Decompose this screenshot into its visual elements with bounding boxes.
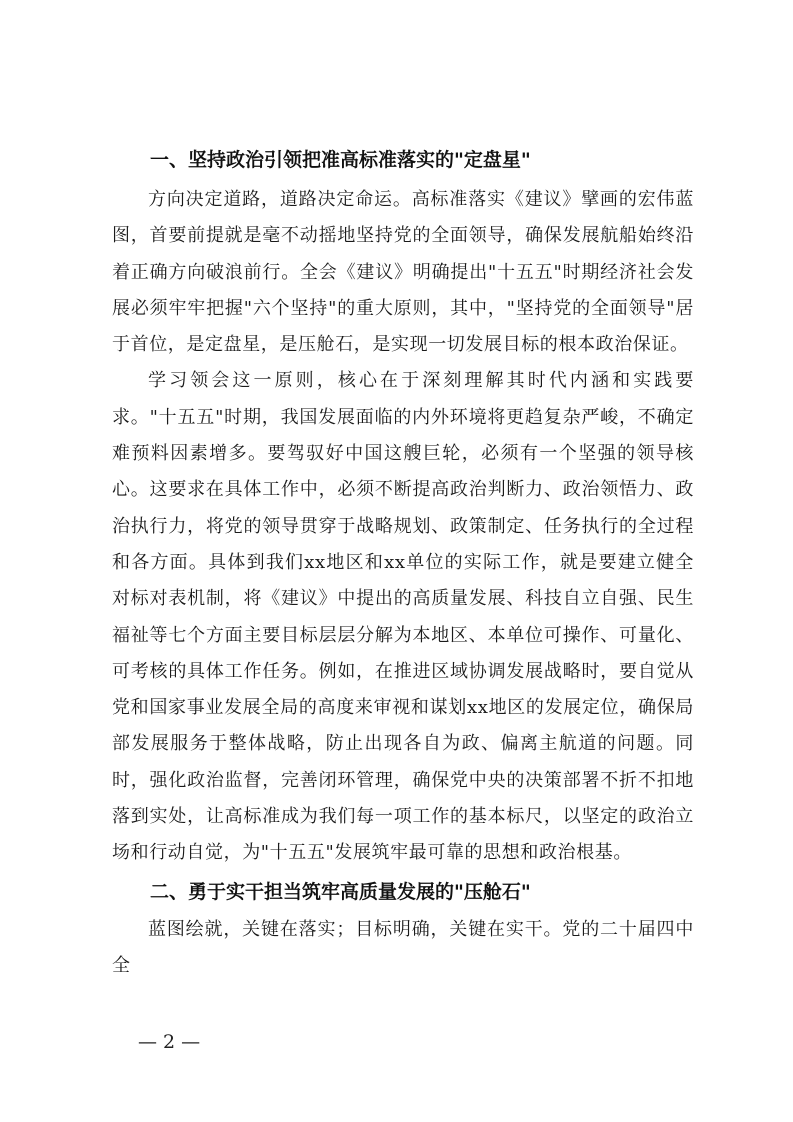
page-number: — 2 — [138, 1031, 201, 1053]
paragraph: 学习领会这一原则，核心在于深刻理解其时代内涵和实践要求。"十五五"时期，我国发展面临的内外环境将更趋复杂严峻，不确定难预料因素增多。要驾驭好中国这艘巨轮，必须有一个坚强的领导核心。这要求在具体工作中，必须不断提高政治判断力、政治领悟力、政治执行力，将党的领导贯穿于战略规划、政策制定、任务执行的全过程和各方面。具体到我们xx地区和xx单位的实际工作，就是要建立健全对标对表机制，将《建议》中提出的高质量发展、科技自立自强、民生福祉等七个方面主要目标层层分解为本地区、本单位可操作、可量化、可考核的具体工作任务。例如，在推进区域协调发展战略时，要自觉从党和国家事业发展全局的高度来审视和谋划xx地区的发展定位，确保局部发展服务于整体战略，防止出现各自为政、偏离主航道的问题。同时，强化政治监督，完善闭环管理，确保党中央的决策部署不折不扣地落到实处，让高标准成为我们每一项工作的基本标尺，以坚定的政治立场和行动自觉，为"十五五"发展筑牢最可靠的思想和政治根基。 [112, 370, 694, 864]
section-heading-2: 二、勇于实干担当筑牢高质量发展的"压舱石" [150, 880, 531, 903]
document-body [112, 140, 694, 984]
paragraph: 蓝图绘就，关键在落实；目标明确，关键在实干。党的二十届四中全 [112, 918, 694, 976]
paragraph: 方向决定道路，道路决定命运。高标准落实《建议》擘画的宏伟蓝图，首要前提就是毫不动摇地坚持党的全面领导，确保发展航船始终沿着正确方向破浪前行。全会《建议》明确提出"十五五"时期经济社会发展必须牢牢把握"六个坚持"的重大原则，其中，"坚持党的全面领导"居于首位，是定盘星，是压舱石，是实现一切发展目标的根本政治保证。 [112, 189, 694, 356]
section-heading-1: 一、坚持政治引领把准高标准落实的"定盘星" [150, 149, 531, 171]
